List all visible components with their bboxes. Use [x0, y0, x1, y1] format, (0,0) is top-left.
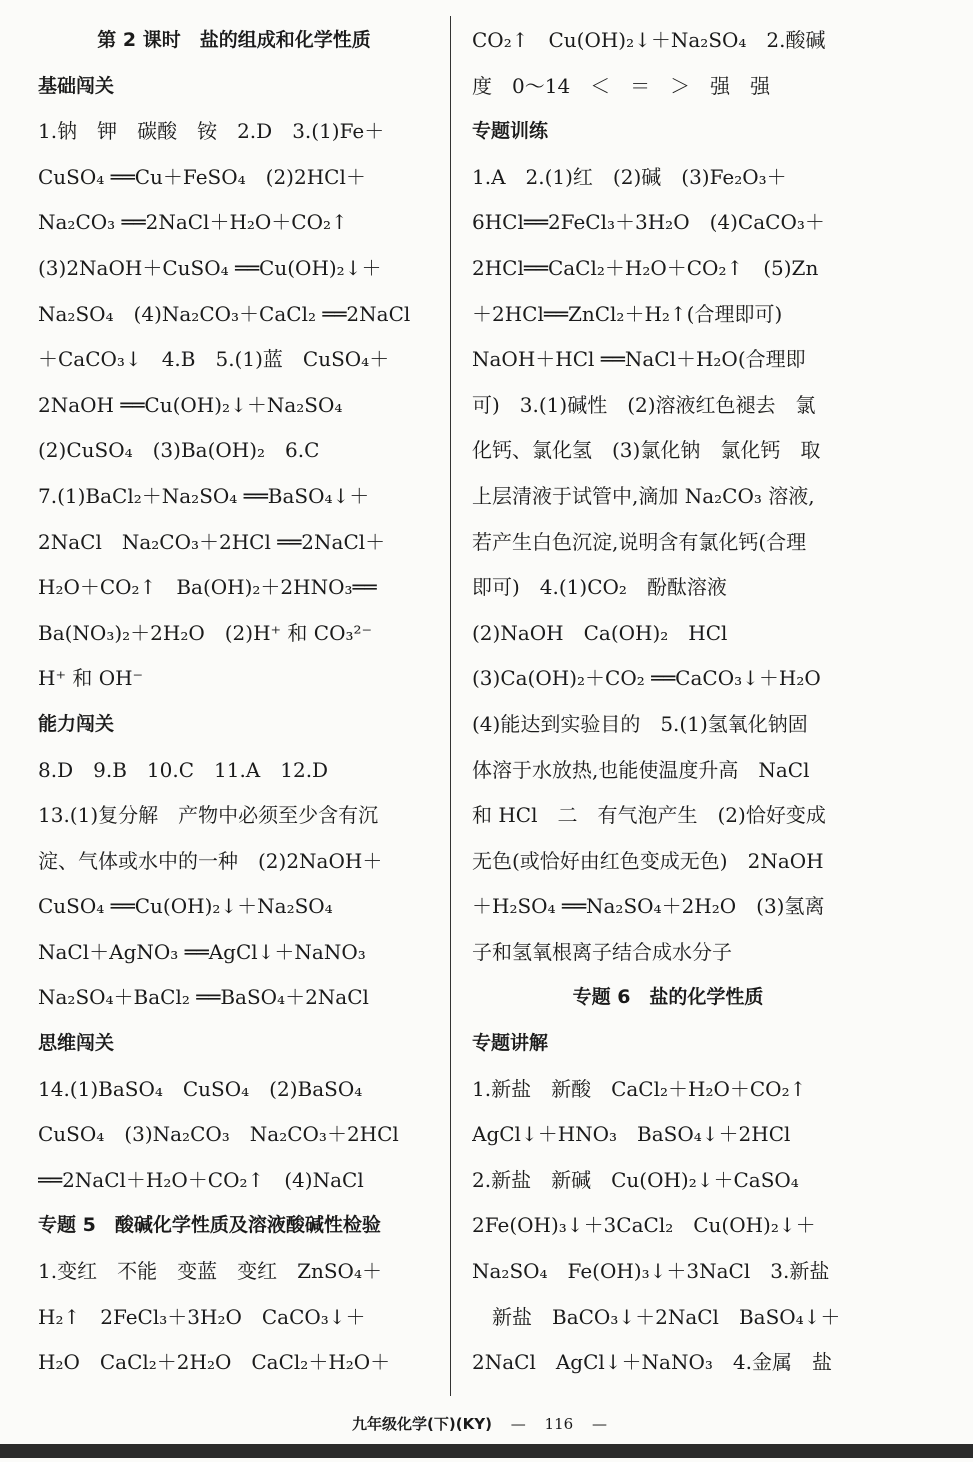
answer-line: CO₂↑ Cu(OH)₂↓＋Na₂SO₄ 2.酸碱 [472, 28, 826, 52]
page-divider [450, 16, 451, 1396]
answer-line: 体溶于水放热,也能使温度升高 NaCl [472, 757, 810, 782]
answer-line: NaCl＋AgNO₃ ══AgCl↓＋NaNO₃ [38, 939, 366, 964]
answer-line: 6HCl══2FeCl₃＋3H₂O (4)CaCO₃＋ [472, 210, 825, 235]
answer-line: ══2NaCl＋H₂O＋CO₂↑ (4)NaCl [38, 1167, 364, 1192]
answer-line: ＋CaCO₃↓ 4.B 5.(1)蓝 CuSO₄＋ [38, 347, 390, 372]
answer-line: Na₂SO₄＋BaCl₂ ══BaSO₄＋2NaCl [38, 985, 369, 1010]
footer-dash-right: — [591, 1415, 607, 1433]
answer-line: Na₂SO₄ (4)Na₂CO₃＋CaCl₂ ══2NaCl [38, 301, 411, 326]
answer-line: ＋H₂SO₄ ══Na₂SO₄＋2H₂O (3)氢离 [472, 894, 825, 919]
answer-line: 若产生白色沉淀,说明含有氯化钙(合理 [472, 529, 807, 554]
answer-line: 7.(1)BaCl₂＋Na₂SO₄ ══BaSO₄↓＋ [38, 483, 370, 508]
answer-line: (3)Ca(OH)₂＋CO₂ ══CaCO₃↓＋H₂O [472, 666, 821, 691]
answer-line: 1.A 2.(1)红 (2)碱 (3)Fe₂O₃＋ [472, 164, 787, 189]
answer-line: 度 0～14 ＜ ＝ ＞ 强 强 [472, 73, 771, 98]
answer-line: 和 HCl 二 有气泡产生 (2)恰好变成 [472, 803, 826, 828]
answer-line: 8.D 9.B 10.C 11.A 12.D [38, 757, 329, 782]
answer-line: Na₂CO₃ ══2NaCl＋H₂O＋CO₂↑ [38, 210, 348, 235]
answer-line: ＋2HCl══ZnCl₂＋H₂↑(合理即可) [472, 301, 783, 326]
answer-line: (2)NaOH Ca(OH)₂ HCl [472, 620, 728, 645]
right-column [472, 18, 864, 1386]
answer-line: 1.变红 不能 变蓝 变红 ZnSO₄＋ [38, 1259, 382, 1284]
answer-line: 化钙、氯化氢 (3)氯化钠 氯化钙 取 [472, 438, 821, 463]
answer-line: CuSO₄ ══Cu＋FeSO₄ (2)2HCl＋ [38, 164, 366, 189]
answer-line: H⁺ 和 OH⁻ [38, 666, 144, 691]
left-column [38, 18, 430, 1386]
answer-line: 无色(或恰好由红色变成无色) 2NaOH [472, 848, 824, 873]
section-heading: 第 2 课时 盐的组成和化学性质 [97, 29, 371, 51]
section-heading: 专题 5 酸碱化学性质及溶液酸碱性检验 [38, 1214, 381, 1237]
answer-line: 1.新盐 新酸 CaCl₂＋H₂O＋CO₂↑ [472, 1076, 807, 1101]
answer-line: 14.(1)BaSO₄ CuSO₄ (2)BaSO₄ [38, 1076, 363, 1101]
answer-line: (3)2NaOH＋CuSO₄ ══Cu(OH)₂↓＋ [38, 255, 382, 280]
page-number: 116 [544, 1415, 574, 1433]
answer-line: 2.新盐 新碱 Cu(OH)₂↓＋CaSO₄ [472, 1167, 799, 1192]
answer-line: (2)CuSO₄ (3)Ba(OH)₂ 6.C [38, 438, 320, 463]
answer-line: 2NaCl Na₂CO₃＋2HCl ══2NaCl＋ [38, 529, 386, 554]
section-heading: 专题训练 [472, 120, 549, 143]
page-footer [0, 1414, 973, 1434]
answer-line: CuSO₄ ══Cu(OH)₂↓＋Na₂SO₄ [38, 894, 333, 919]
answer-line: 可) 3.(1)碱性 (2)溶液红色褪去 氯 [472, 392, 816, 417]
answer-line: 上层清液于试管中,滴加 Na₂CO₃ 溶液, [472, 483, 815, 508]
answer-line: 13.(1)复分解 产物中必须至少含有沉 [38, 803, 379, 828]
answer-line: 2Fe(OH)₃↓＋3CaCl₂ Cu(OH)₂↓＋ [472, 1213, 816, 1238]
answer-line: Ba(NO₃)₂＋2H₂O (2)H⁺ 和 CO₃²⁻ [38, 620, 373, 645]
answer-line: 2HCl══CaCl₂＋H₂O＋CO₂↑ (5)Zn [472, 255, 819, 280]
answer-line: NaOH＋HCl ══NaCl＋H₂O(合理即 [472, 347, 806, 372]
footer-course-label: 九年级化学(下)(KY) [352, 1415, 492, 1433]
answer-line: (4)能达到实验目的 5.(1)氢氧化钠固 [472, 711, 808, 736]
answer-line: 即可) 4.(1)CO₂ 酚酞溶液 [472, 575, 727, 600]
section-heading: 专题 6 盐的化学性质 [572, 986, 764, 1009]
answer-line: H₂↑ 2FeCl₃＋3H₂O CaCO₃↓＋ [38, 1304, 366, 1329]
answer-line: 1.钠 钾 碳酸 铵 2.D 3.(1)Fe＋ [38, 119, 385, 144]
section-heading: 思维闯关 [38, 1032, 115, 1055]
answer-line: H₂O CaCl₂＋2H₂O CaCl₂＋H₂O＋ [38, 1350, 391, 1375]
section-heading: 基础闯关 [38, 74, 115, 97]
section-heading: 能力闯关 [38, 712, 115, 735]
answer-line: 2NaCl AgCl↓＋NaNO₃ 4.金属 盐 [472, 1350, 832, 1375]
bottom-rule [0, 1444, 973, 1458]
answer-line: 2NaOH ══Cu(OH)₂↓＋Na₂SO₄ [38, 392, 343, 417]
answer-line: 淀、气体或水中的一种 (2)2NaOH＋ [38, 848, 383, 873]
section-heading: 专题讲解 [472, 1032, 549, 1055]
answer-line: Na₂SO₄ Fe(OH)₃↓＋3NaCl 3.新盐 [472, 1259, 830, 1284]
footer-dash-left: — [510, 1415, 526, 1433]
answer-line: 新盐 BaCO₃↓＋2NaCl BaSO₄↓＋ [472, 1304, 841, 1329]
answer-line: H₂O＋CO₂↑ Ba(OH)₂＋2HNO₃══ [38, 575, 377, 600]
answer-line: 子和氢氧根离子结合成水分子 [472, 939, 732, 964]
answer-line: CuSO₄ (3)Na₂CO₃ Na₂CO₃＋2HCl [38, 1122, 399, 1147]
answer-line: AgCl↓＋HNO₃ BaSO₄↓＋2HCl [472, 1122, 791, 1147]
